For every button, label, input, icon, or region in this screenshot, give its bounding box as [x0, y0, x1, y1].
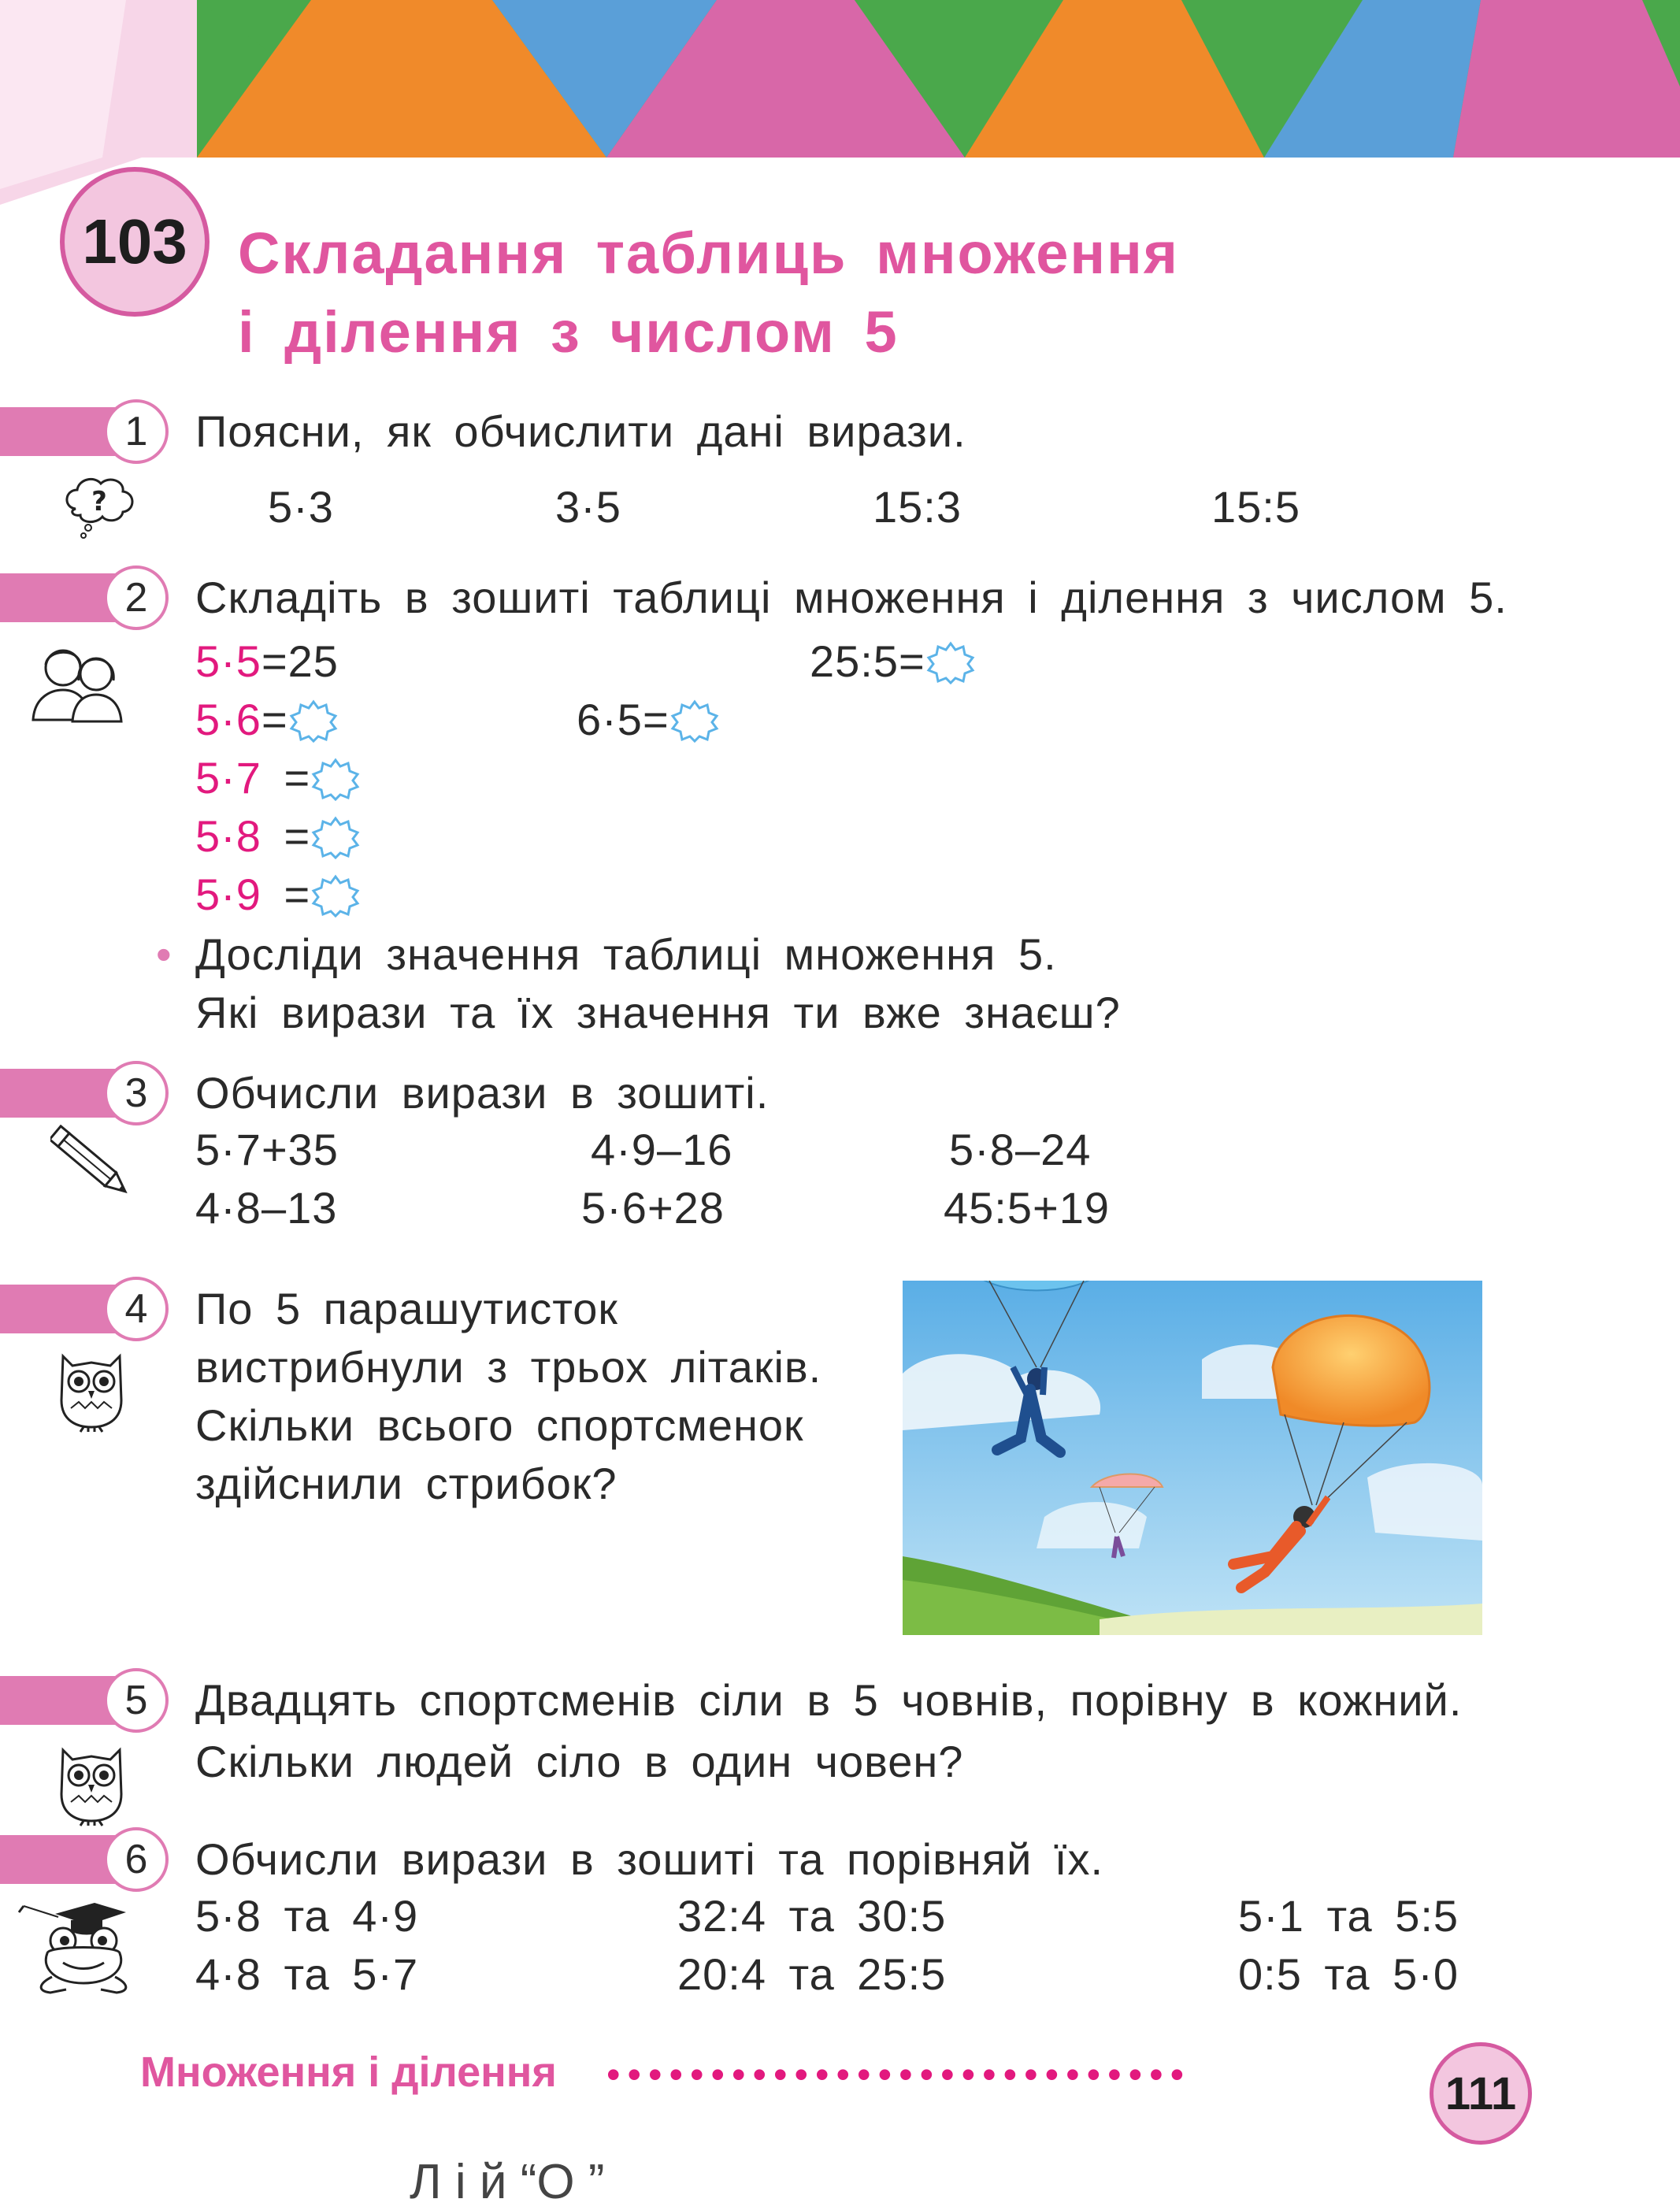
task-4-line-2: вистрибнули з трьох літаків.	[195, 1342, 822, 1392]
task-3-expr-2: 4·9–16	[591, 1125, 733, 1174]
task-6-expr-2: 32:4 та 30:5	[677, 1891, 947, 1941]
owl-icon	[54, 1739, 129, 1827]
equals-sign: =	[261, 636, 288, 686]
task-2-expr-1: 5·5	[195, 636, 261, 686]
equals-sign: =	[284, 811, 311, 861]
task-5-bar	[0, 1676, 118, 1725]
task-5-line-2: Скільки людей сіло в один човен?	[195, 1737, 964, 1786]
frog-graduate-icon	[16, 1890, 134, 1997]
task-2-row-2	[195, 692, 339, 748]
lesson-title	[238, 214, 1179, 372]
answer-star-icon	[310, 757, 361, 801]
task-2-row-4	[195, 808, 361, 865]
lesson-title-line2: і ділення з числом 5	[238, 299, 899, 365]
task-2-expr-3: 5·7	[195, 753, 261, 803]
task-2-question-1: Досліди значення таблиці множення 5.	[195, 929, 1057, 979]
equals-sign: =	[642, 695, 669, 744]
task-2-question-2: Які вирази та їх значення ти вже знаєш?	[195, 988, 1121, 1037]
answer-star-icon	[925, 640, 976, 684]
task-2-expr-5: 5·9	[195, 870, 261, 919]
task-5-number: 5	[104, 1668, 169, 1733]
task-2-expr-4: 5·8	[195, 811, 261, 861]
task-1-number: 1	[104, 399, 169, 464]
task-2-expr-2: 5·6	[195, 695, 261, 744]
svg-text:?: ?	[91, 486, 107, 517]
task-2-right-expr: 25:5	[810, 636, 899, 686]
task-1-expr-1: 5·3	[268, 482, 334, 532]
task-2-middle-expr: 6·5	[577, 695, 643, 744]
task-1-text: Поясни, як обчислити дані вирази.	[195, 406, 966, 456]
task-4-line-1: По 5 парашутисток	[195, 1284, 618, 1333]
equals-sign: =	[899, 636, 925, 686]
task-3-expr-6: 45:5+19	[944, 1183, 1110, 1233]
owl-icon	[54, 1345, 129, 1433]
equals-sign: =	[261, 695, 288, 744]
task-2-text: Складіть в зошиті таблиці множення і ділення з числом 5.	[195, 573, 1508, 622]
lesson-title-line1: Складання таблиць множення	[238, 221, 1179, 286]
footer-section-title: Множення і ділення	[140, 2049, 557, 2096]
task-2-row-1	[195, 633, 339, 690]
task-6-expr-3: 5·1 та 5:5	[1238, 1891, 1459, 1941]
task-1-expr-3: 15:3	[873, 482, 962, 532]
task-2-right	[810, 633, 976, 690]
task-3-expr-3: 5·8–24	[949, 1125, 1092, 1174]
task-1-expr-2: 3·5	[555, 482, 621, 532]
pair-work-icon	[28, 636, 126, 725]
equals-sign: =	[284, 870, 311, 919]
parachutists-illustration	[903, 1281, 1482, 1635]
task-3-text: Обчисли вирази в зошиті.	[195, 1068, 770, 1118]
task-2-row-5	[195, 866, 361, 923]
task-1-expr-4: 15:5	[1211, 482, 1300, 532]
task-4-bar	[0, 1285, 118, 1333]
footer-dotted-leader: ••••••••••••••••••••••••••••	[606, 2052, 1192, 2097]
bullet-marker: •	[156, 929, 172, 979]
answer-star-icon	[310, 873, 361, 918]
task-4-line-3: Скільки всього спортсменок	[195, 1400, 804, 1450]
task-1-bar	[0, 407, 118, 456]
header-banner	[0, 0, 1680, 158]
pencil-icon	[50, 1125, 137, 1203]
task-4-line-4: здійснили стрибок?	[195, 1459, 617, 1508]
answer-star-icon	[310, 815, 361, 859]
task-6-bar	[0, 1835, 118, 1884]
task-2-number: 2	[104, 565, 169, 630]
task-2-bar	[0, 573, 118, 622]
thought-bubble-question-icon	[60, 471, 139, 542]
answer-star-icon	[288, 699, 339, 743]
task-2-row-3	[195, 750, 361, 807]
task-3-expr-4: 4·8–13	[195, 1183, 338, 1233]
answer-star-icon	[669, 699, 720, 743]
task-6-expr-6: 0:5 та 5·0	[1238, 1949, 1459, 1999]
page-number: 111	[1430, 2042, 1532, 2145]
task-3-bar	[0, 1069, 118, 1118]
task-6-expr-1: 5·8 та 4·9	[195, 1891, 419, 1941]
task-3-expr-5: 5·6+28	[581, 1183, 725, 1233]
task-4-number: 4	[104, 1277, 169, 1341]
task-6-expr-5: 20:4 та 25:5	[677, 1949, 947, 1999]
task-6-expr-4: 4·8 та 5·7	[195, 1949, 419, 1999]
task-6-text: Обчисли вирази в зошиті та порівняй їх.	[195, 1834, 1104, 1884]
lesson-number: 103	[60, 167, 210, 317]
task-6-number: 6	[104, 1827, 169, 1892]
task-3-expr-1: 5·7+35	[195, 1125, 339, 1174]
cut-off-bottom-text: Л і й “О ”	[410, 2155, 605, 2209]
equals-sign: =	[284, 753, 311, 803]
task-2-answer-1: 25	[287, 636, 339, 686]
task-5-line-1: Двадцять спортсменів сіли в 5 човнів, порівну в кожний.	[195, 1675, 1463, 1725]
task-2-middle	[577, 692, 720, 748]
task-3-number: 3	[104, 1061, 169, 1125]
